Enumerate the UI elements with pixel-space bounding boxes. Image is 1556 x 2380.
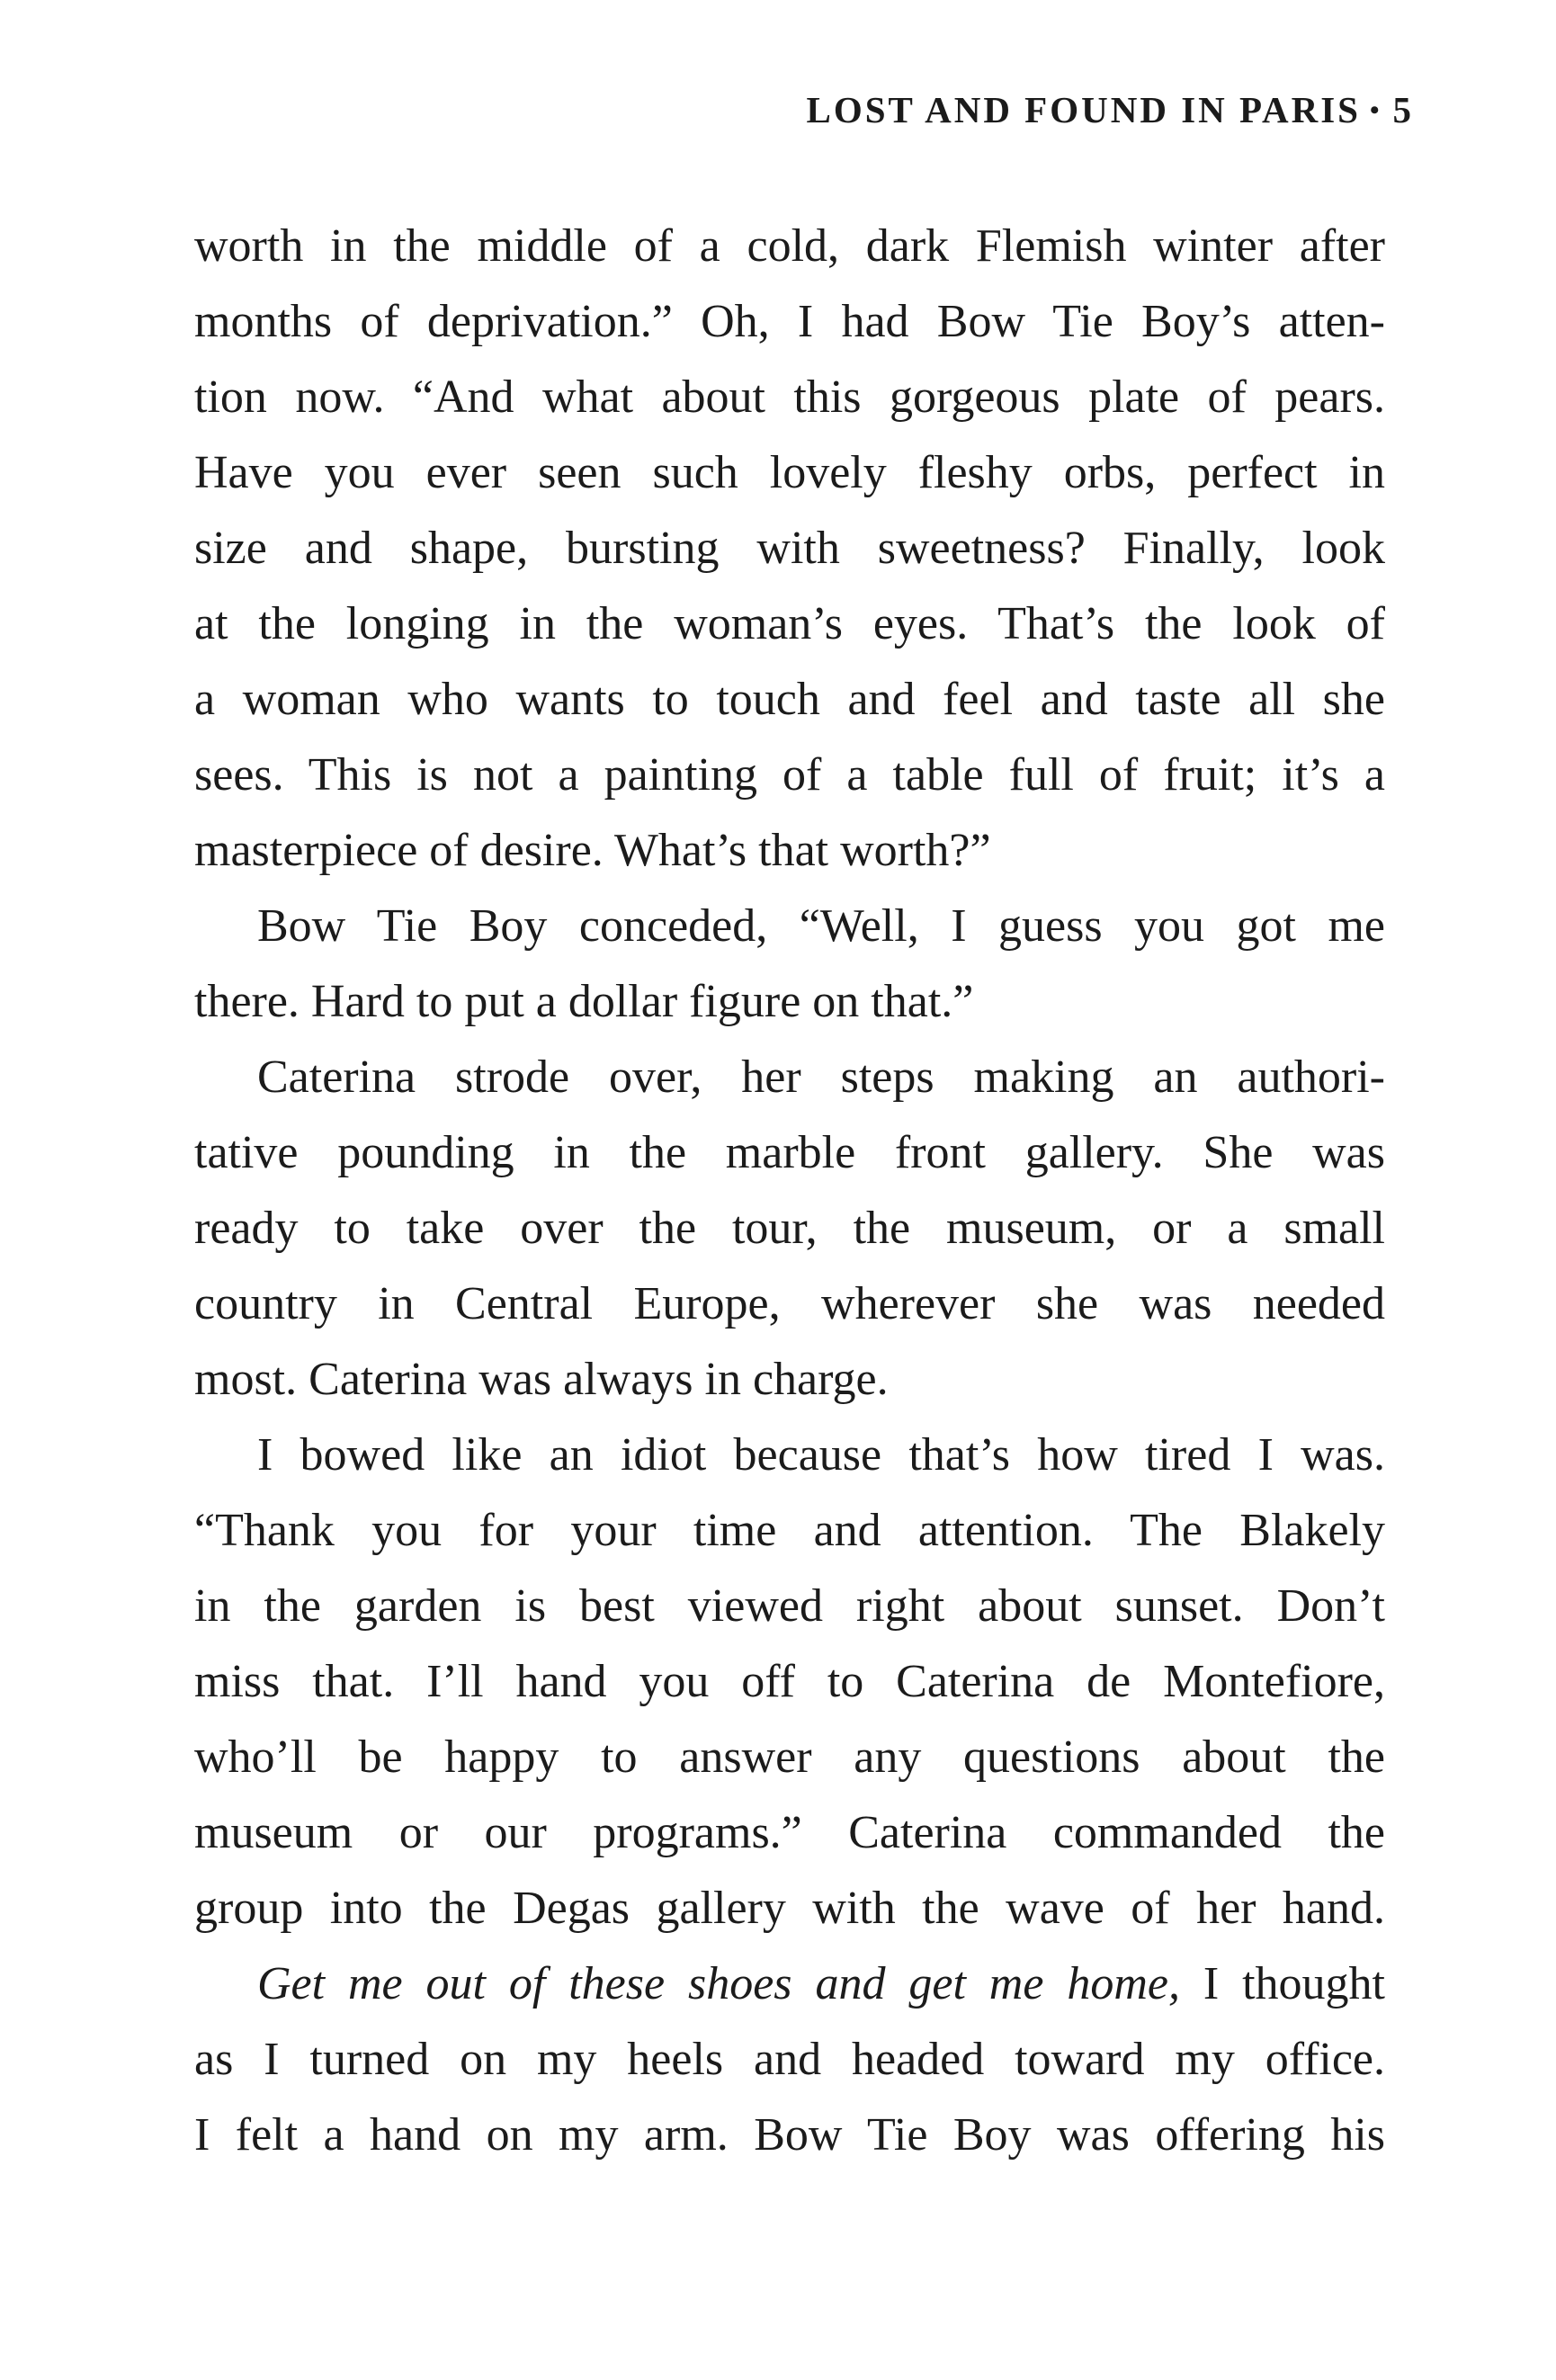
running-head-separator: • (1369, 95, 1382, 125)
text-line: tion now. “And what about this gorgeous plate of pears. (194, 371, 1385, 423)
text-line: Bow Tie Boy conceded, “Well, I guess you got me (257, 900, 1385, 952)
page-number: 5 (1392, 89, 1414, 130)
running-head-title: LOST AND FOUND IN PARIS (806, 89, 1361, 130)
running-head (806, 88, 1414, 131)
text-line: I felt a hand on my arm. Bow Tie Boy was offering his (194, 2109, 1385, 2161)
text-line: months of deprivation.” Oh, I had Bow Tie Boy’s atten- (194, 296, 1385, 347)
text-line: miss that. I’ll hand you off to Caterina de Montefiore, (194, 1656, 1385, 1707)
text-line: “Thank you for your time and attention. The Blakely (194, 1505, 1385, 1556)
text-line: I bowed like an idiot because that’s how tired I was. (257, 1429, 1385, 1481)
text-line: museum or our programs.” Caterina commanded the (194, 1807, 1385, 1858)
text-line: size and shape, bursting with sweetness? Finally, look (194, 523, 1385, 574)
text-line: masterpiece of desire. What’s that worth?” (194, 825, 991, 876)
text-line (194, 1946, 1385, 2022)
text-line: as I turned on my heels and headed toward my office. (194, 2034, 1385, 2085)
text-line: ready to take over the tour, the museum, or a small (194, 1203, 1385, 1254)
italic-thought: Get me out of these shoes and get me home, (257, 1958, 1180, 2009)
text-line: in the garden is best viewed right about sunset. Don’t (194, 1580, 1385, 1632)
text-line: Have you ever seen such lovely fleshy orbs, perfect in (194, 447, 1385, 498)
text-line: worth in the middle of a cold, dark Flemish winter after (194, 220, 1385, 272)
text-line: who’ll be happy to answer any questions about the (194, 1731, 1385, 1783)
text-line-rest: I thought (1203, 1958, 1386, 2009)
text-line: group into the Degas gallery with the wave of her hand. (194, 1883, 1385, 1934)
text-line: sees. This is not a painting of a table full of fruit; it’s a (194, 749, 1385, 801)
text-line: most. Caterina was always in charge. (194, 1354, 889, 1405)
text-line: a woman who wants to touch and feel and taste all she (194, 674, 1385, 725)
text-line: at the longing in the woman’s eyes. That’s the look of (194, 598, 1385, 649)
text-line: Caterina strode over, her steps making an authori- (257, 1051, 1385, 1103)
body-text (194, 209, 1385, 2173)
text-line: there. Hard to put a dollar figure on that.” (194, 976, 974, 1027)
text-line: tative pounding in the marble front gallery. She was (194, 1127, 1385, 1178)
text-line: country in Central Europe, wherever she was needed (194, 1278, 1385, 1329)
